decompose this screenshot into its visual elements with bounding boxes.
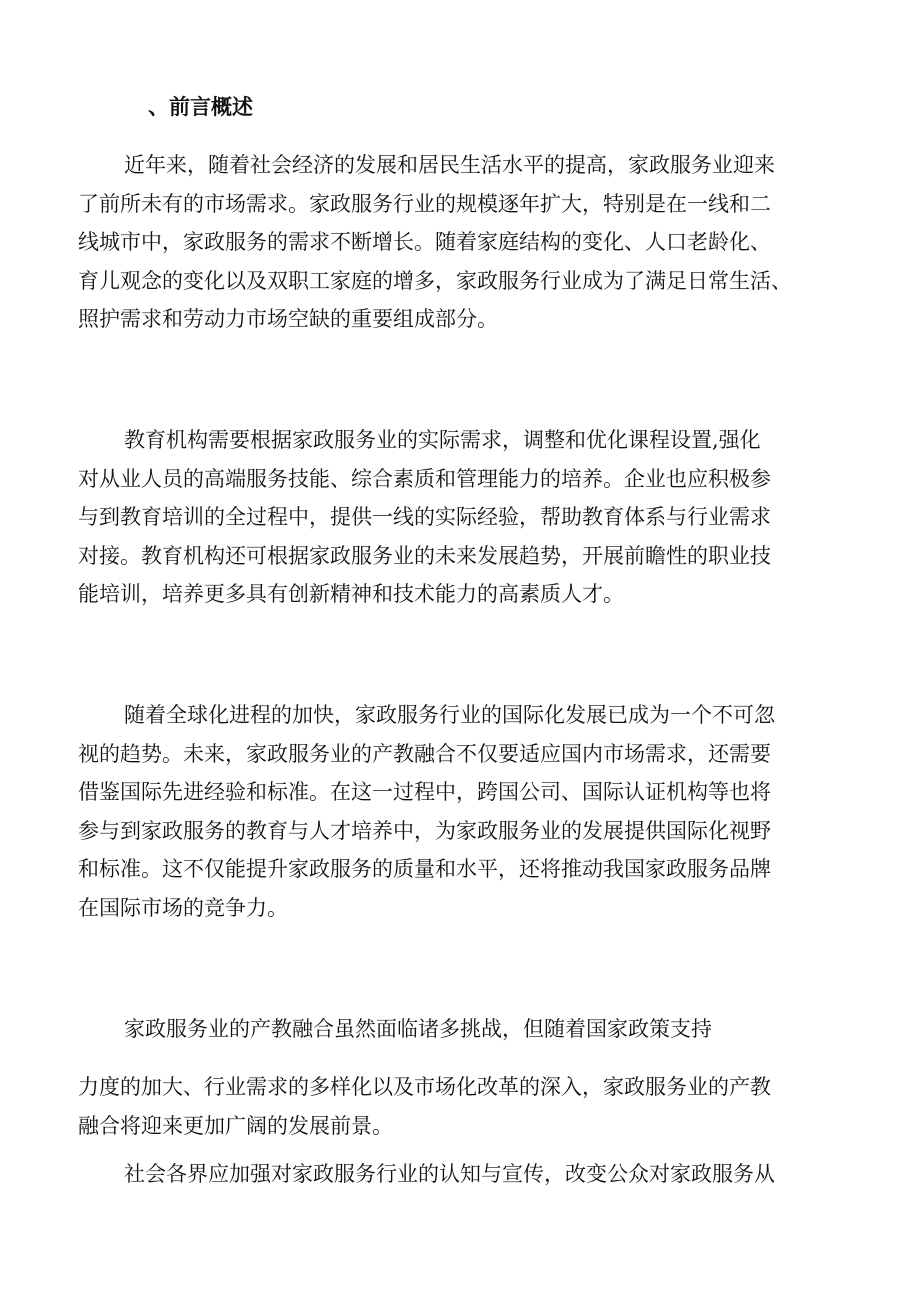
paragraph-line: 对接。教育机构还可根据家政服务业的未来发展趋势，开展前瞻性的职业技 (78, 543, 771, 568)
paragraph-line: 借鉴国际先进经验和标准。在这一过程中，跨国公司、国际认证机构等也将 (78, 780, 771, 805)
paragraph-line: 能培训，培养更多具有创新精神和技术能力的高素质人才。 (78, 582, 624, 607)
paragraph-line: 家政服务业的产教融合虽然面临诸多挑战，但随着国家政策支持 (124, 1017, 712, 1041)
section-heading: 、前言概述 (148, 94, 253, 119)
paragraph-4 (78, 1010, 848, 1049)
paragraph-line: 社会各界应加强对家政服务行业的认知与宣传，改变公众对家政服务从 (124, 1162, 775, 1186)
paragraph-line: 对从业人员的高端服务技能、综合素质和管理能力的培养。企业也应积极参 (78, 466, 771, 491)
paragraph-line: 参与到家政服务的教育与人才培养中，为家政服务业的发展提供国际化视野 (78, 818, 771, 843)
paragraph-line: 教育机构需要根据家政服务业的实际需求，调整和优化课程设置,强化 (124, 428, 761, 452)
paragraph-3 (78, 696, 848, 928)
paragraph-line: 随着全球化进程的加快，家政服务行业的国际化发展已成为一个不可忽 (124, 703, 775, 727)
paragraph-2 (78, 421, 848, 614)
paragraph-line: 力度的加大、行业需求的多样化以及市场化改革的深入，家政服务业的产教 (78, 1075, 771, 1099)
paragraph-line: 在国际市场的竞争力。 (78, 895, 288, 920)
paragraph-6 (78, 1155, 848, 1194)
paragraph-line: 融合将迎来更加广阔的发展前景。 (78, 1113, 393, 1138)
paragraph-line: 育儿观念的变化以及双职工家庭的增多，家政服务行业成为了满足日常生活、 (78, 268, 792, 293)
paragraph-line: 线城市中，家政服务的需求不断增长。随着家庭结构的变化、人口老龄化、 (78, 230, 771, 255)
paragraph-line: 与到教育培训的全过程中，提供一线的实际经验，帮助教育体系与行业需求 (78, 505, 771, 530)
paragraph-line: 视的趋势。未来，家政服务业的产教融合不仅要适应国内市场需求，还需要 (78, 741, 771, 766)
paragraph-line: 和标准。这不仅能提升家政服务的质量和水平，还将推动我国家政服务品牌 (78, 857, 771, 882)
paragraph-1 (78, 146, 848, 339)
paragraph-5 (78, 1068, 848, 1145)
paragraph-line: 照护需求和劳动力市场空缺的重要组成部分。 (78, 307, 498, 332)
paragraph-line: 了前所未有的市场需求。家政服务行业的规模逐年扩大，特别是在一线和二 (78, 191, 771, 216)
paragraph-line: 近年来，随着社会经济的发展和居民生活水平的提高，家政服务业迎来 (124, 153, 775, 177)
